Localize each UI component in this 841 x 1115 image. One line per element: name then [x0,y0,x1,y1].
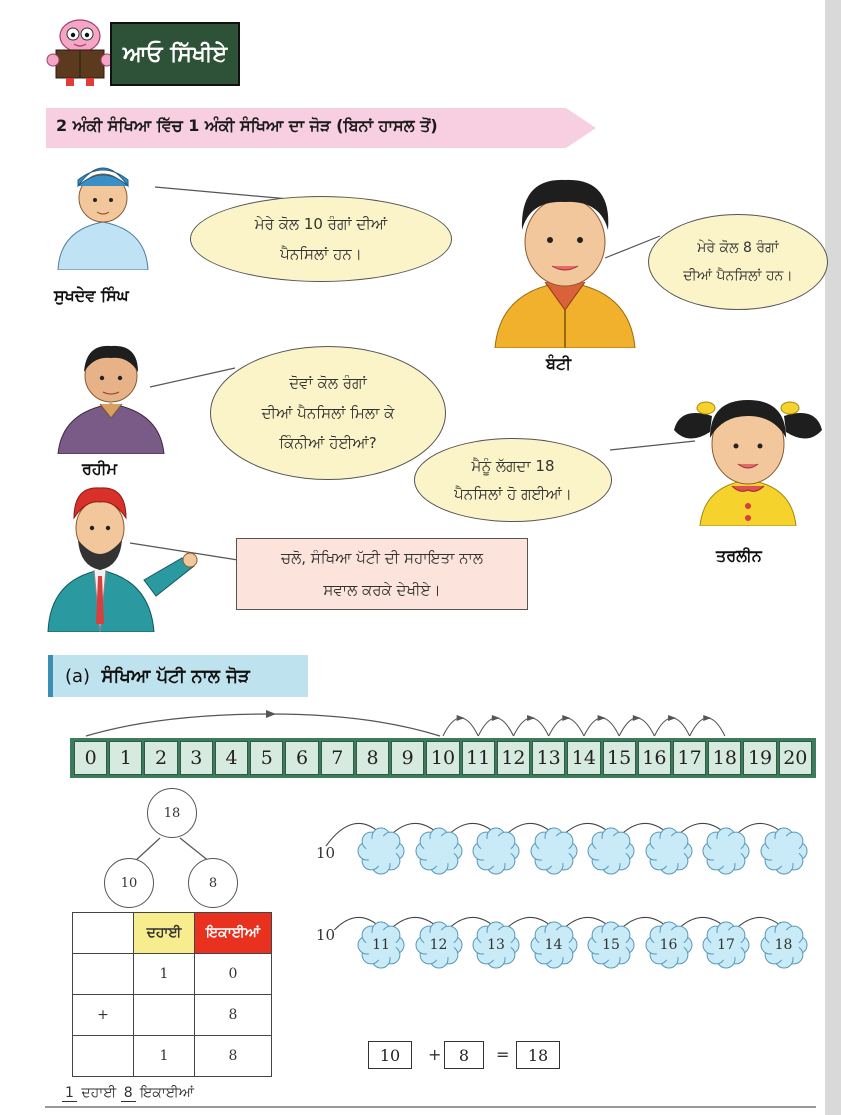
teacher-figure [44,484,204,632]
number-strip-cell: 13 [532,741,565,775]
hop-arc [549,718,584,736]
number-strip-cell: 8 [356,741,389,775]
hop-arc [584,718,619,736]
hop-arrowhead [527,715,535,721]
flower-number: 16 [659,937,678,953]
number-strip-cell: 18 [708,741,741,775]
number-strip-cell: 15 [603,741,636,775]
sukhdev-singh-figure [48,150,158,270]
tarleen-name: ਤਰਲੀਨ [716,546,762,565]
teacher-line-2: ਸਵਾਲ ਕਰਕੇ ਦੇਖੀਏ। [323,581,441,599]
table-cell: 1 [134,1036,195,1077]
flower-number: 11 [372,937,390,953]
tarleen-figure [670,386,826,526]
place-value-table [72,912,272,1077]
bunty-figure [490,170,640,348]
table-header-row [73,913,272,954]
number-strip-cell: 7 [321,741,354,775]
hop-arrowhead [457,715,465,721]
flower-counter [471,920,521,970]
flower-number: 12 [429,937,448,953]
hop-arc [443,718,478,736]
flower-counter [529,826,579,876]
hop-arrowhead [562,715,570,721]
tarleen-speech-bubble [414,438,612,522]
equation-addend-a: 10 [368,1041,412,1069]
number-strip-cell: 2 [144,741,177,775]
flower-row-2-label: 10 [316,926,336,944]
subtitle-text: 2 ਅੰਕੀ ਸੰਖਿਆ ਵਿੱਚ 1 ਅੰਕੀ ਸੰਖਿਆ ਦਾ ਜੋੜ (ਬਿਨਾਂ ਹਾਸਲ ਤੋਂ) [56,116,438,135]
table-cell: 8 [195,995,272,1036]
bunty-line-2: ਦੀਆਂ ਪੈਨਸਿਲਾਂ ਹਨ। [683,268,793,284]
table-cell: 0 [195,954,272,995]
number-strip-cell: 11 [462,741,495,775]
rahim-line-3: ਕਿੰਨੀਆਂ ਹੋਈਆਂ? [279,434,377,452]
hop-arc [619,718,654,736]
table-cell: + [73,995,134,1036]
rahim-line-1: ਦੋਵਾਂ ਕੋਲ ਰੰਗਾਂ [289,374,367,392]
flower-number: 15 [602,937,620,953]
number-strip-cell: 9 [391,741,424,775]
flower-counter [356,826,406,876]
table-row [73,954,272,995]
rahim-figure [56,338,166,454]
table-row [73,1036,272,1077]
page-bottom-rule [45,1106,816,1108]
teacher-line-1: ਚਲੋ, ਸੰਖਿਆ ਪੱਟੀ ਦੀ ਸਹਾਇਤਾ ਨਾਲ [281,549,483,567]
flower-number: 14 [544,937,563,953]
table-cell [73,954,134,995]
flower-number: 13 [487,937,505,953]
table-header-dahai: ਦਹਾਈ [134,913,195,954]
flower-counter [701,826,751,876]
rahim-speech-bubble [210,346,446,480]
number-line-jump-arcs [0,700,841,740]
hop-arrowhead [668,715,676,721]
rahim-line-2: ਦੀਆਂ ਪੈਨਸਿਲਾਂ ਮਿਲਾ ਕੇ [261,404,395,422]
flower-counter [644,826,694,876]
number-strip-cell: 0 [74,741,107,775]
section-a-marker: (a) [65,665,91,687]
flower-row-1-label: 10 [316,844,336,862]
summary-tens-value: 1 [62,1085,77,1102]
flower-counter [414,826,464,876]
flower-counter [356,920,406,970]
table-cell [73,1036,134,1077]
sukhdev-line-2: ਪੈਨਸਿਲਾਂ ਹਨ। [280,245,362,263]
hop-arc [690,718,725,736]
tree-right-circle: 8 [188,858,238,908]
flower-counter [586,920,636,970]
number-strip-cell: 17 [673,741,706,775]
summary-ones-label: ਇਕਾਈਆਂ [140,1085,195,1101]
equation-result: 18 [516,1041,560,1069]
tarleen-line-2: ਪੈਨਸਿਲਾਂ ਹੋ ਗਈਆਂ। [454,485,572,503]
equation-plus: + [428,1045,442,1064]
hop-arrowhead [492,715,500,721]
number-strip-cell: 5 [250,741,283,775]
sukhdev-line-1: ਮੇਰੇ ਕੋਲ 10 ਰੰਗਾਂ ਦੀਆਂ [254,215,388,233]
number-strip-cell: 12 [497,741,530,775]
equation-addend-b: 8 [444,1041,484,1069]
tarleen-line-1: ਮੈਨੂੰ ਲੱਗਦਾ 18 [471,457,555,475]
flower-counter [701,920,751,970]
page-title: ਆਓ ਸਿੱਖੀਏ [110,22,240,86]
flower-counter [644,920,694,970]
equation-equals: = [496,1045,510,1064]
hop-arc [654,718,689,736]
number-strip-cell: 10 [426,741,459,775]
summary-ones-value: 8 [121,1085,136,1102]
number-strip-cell: 14 [567,741,600,775]
hop-arc [478,718,513,736]
teacher-speech-box [236,538,528,610]
summary-tens-label: ਦਹਾਈ [81,1085,117,1101]
sukhdev-name: ਸੁਖਦੇਵ ਸਿੰਘ [54,286,129,305]
number-strip-cell: 16 [638,741,671,775]
table-header-blank [73,913,134,954]
section-a-title: ਸੰਖਿਆ ਪੱਟੀ ਨਾਲ ਜੋੜ [101,665,250,687]
hop-arrowhead [633,715,641,721]
flower-counter [529,920,579,970]
flower-counter [414,920,464,970]
number-strip-cell: 4 [215,741,248,775]
flower-counter [471,826,521,876]
hop-arc [513,718,548,736]
number-strip-cell: 20 [779,741,812,775]
table-header-ikaiyan: ਇਕਾਈਆਂ [195,913,272,954]
bunty-name: ਬੰਟੀ [546,354,572,373]
rahim-name: ਰਹੀਮ [82,459,118,478]
table-cell [134,995,195,1036]
number-strip-cell: 19 [743,741,776,775]
table-row [73,995,272,1036]
flower-counter [759,826,809,876]
sukhdev-speech-bubble [190,196,452,282]
table-cell: 1 [134,954,195,995]
table-cell: 8 [195,1036,272,1077]
place-value-summary [62,1085,194,1102]
flower-number: 18 [774,937,793,953]
tree-left-circle: 10 [104,858,154,908]
bunty-speech-bubble [648,214,828,310]
hop-arrowhead [598,715,606,721]
number-strip-cell: 3 [180,741,213,775]
section-a-heading [48,655,308,697]
hop-arrowhead [703,715,711,721]
bunty-line-1: ਮੇਰੇ ਕੋਲ 8 ਰੰਗਾਂ [697,240,779,256]
flower-counter [759,920,809,970]
number-strip-cell: 1 [109,741,142,775]
flower-counter [586,826,636,876]
tree-top-circle: 18 [147,788,197,838]
number-strip [70,738,816,778]
number-strip-cell: 6 [285,741,318,775]
flower-number: 17 [717,937,735,953]
